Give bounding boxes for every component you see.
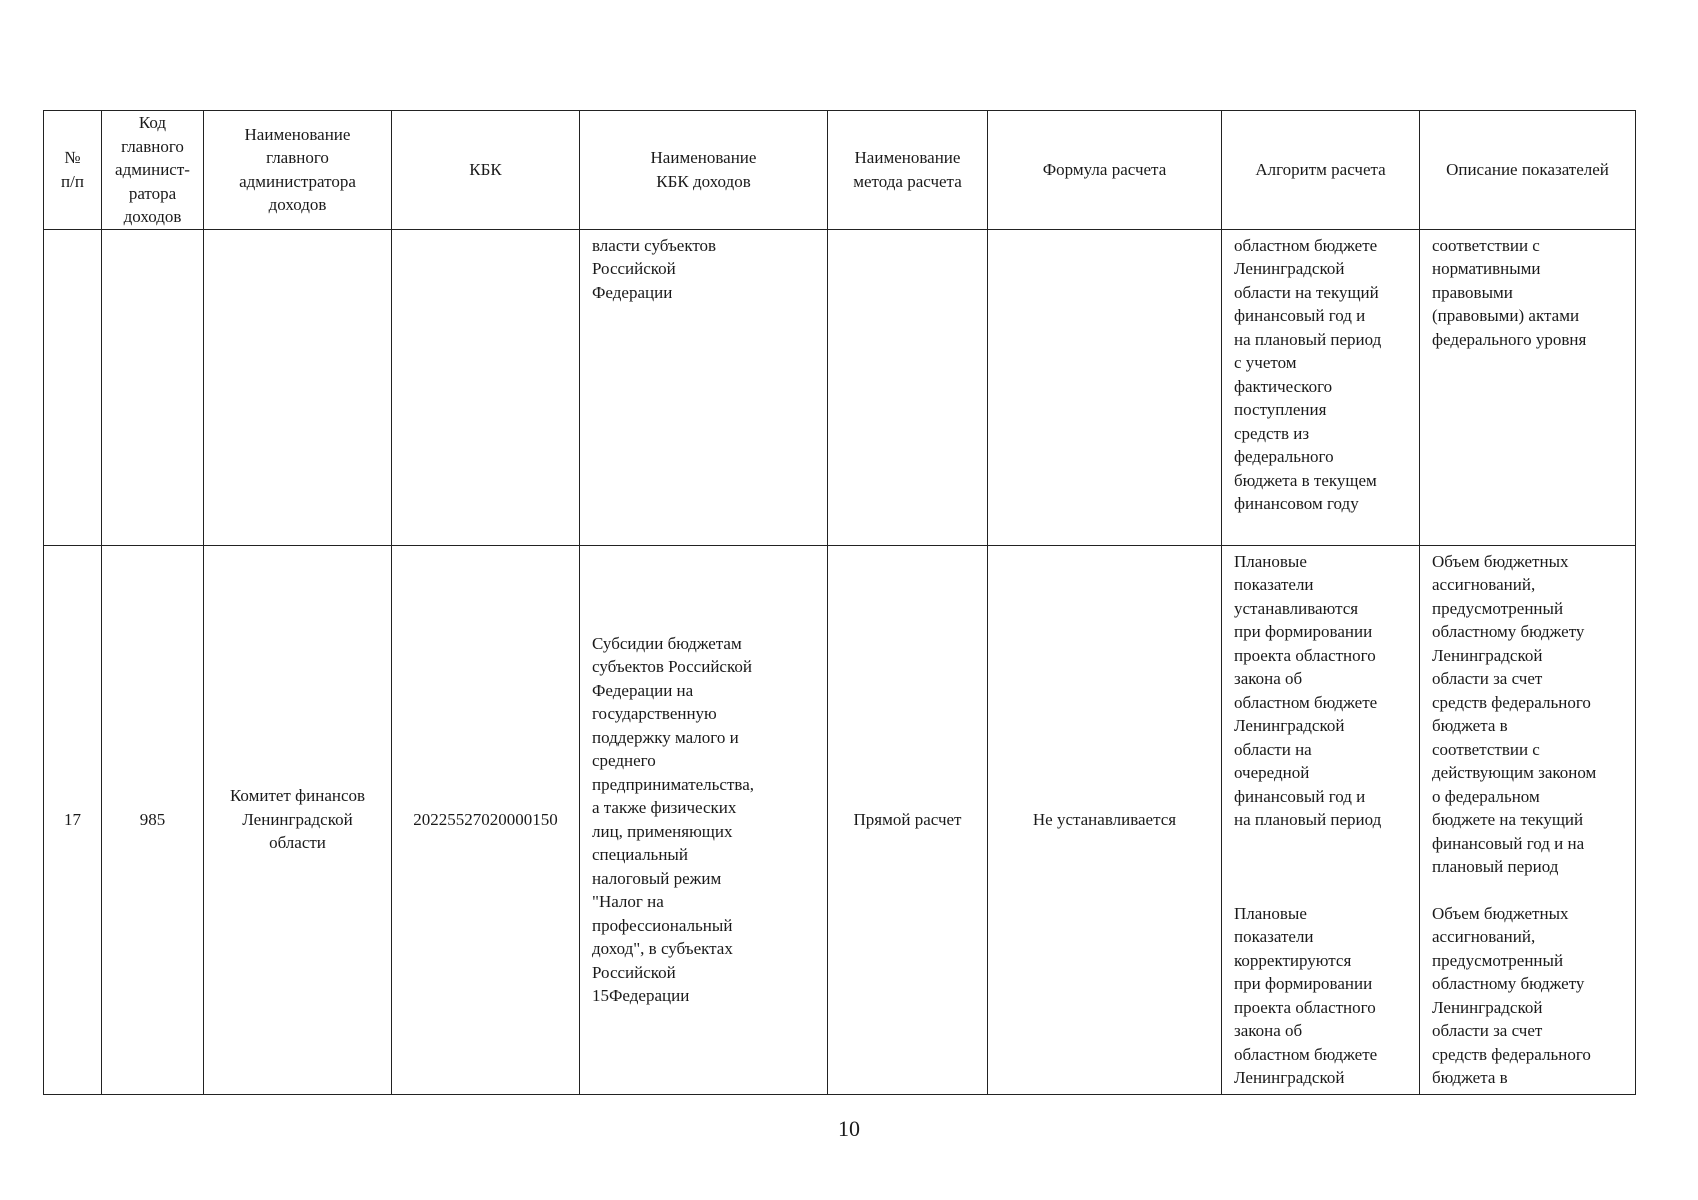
cell-admin-name: Комитет финансов Ленинградской области — [204, 545, 392, 1094]
cell-admin-name — [204, 229, 392, 545]
algorithm-part-2: Плановые показатели корректируются при формировании проекта областного закона об областном бюджете Ленинградской — [1234, 903, 1378, 1087]
cell-admin-code: 985 — [102, 545, 204, 1094]
cell-kbk: 20225527020000150 — [392, 545, 580, 1094]
cell-description — [1420, 545, 1636, 1094]
cell-kbk-name: Субсидии бюджетам субъектов Российской Федерации на государственную поддержку малого и среднего предпринимательства, а также физических лиц, применяющих специальный налоговый режим "Налог на профессиональный доход", в субъектах Российской 15Федерации — [580, 545, 828, 1094]
header-row — [44, 111, 1636, 230]
header-number: № п/п — [44, 111, 102, 230]
table-row-17 — [44, 545, 1636, 1094]
algorithm-part-1: Плановые показатели устанавливаются при формировании проекта областного закона об областном бюджете Ленинградской области на очередной финансовый год и на плановый период — [1234, 551, 1382, 829]
cell-kbk — [392, 229, 580, 545]
page-number: 10 — [838, 1116, 860, 1141]
cell-method — [828, 229, 988, 545]
header-kbk: КБК — [392, 111, 580, 230]
header-admin-code: Код главного админист- ратора доходов — [102, 111, 204, 230]
header-admin-name: Наименование главного администратора доходов — [204, 111, 392, 230]
cell-kbk-name: власти субъектов Российской Федерации — [580, 229, 828, 545]
cell-algorithm: областном бюджете Ленинградской области на текущий финансовый год и на плановый период с учетом фактического поступления средств из федерального бюджета в текущем финансовом году — [1222, 229, 1420, 545]
cell-number: 17 — [44, 545, 102, 1094]
cell-method: Прямой расчет — [828, 545, 988, 1094]
header-algorithm: Алгоритм расчета — [1222, 111, 1420, 230]
header-method: Наименование метода расчета — [828, 111, 988, 230]
cell-admin-code — [102, 229, 204, 545]
header-description: Описание показателей — [1420, 111, 1636, 230]
cell-formula: Не устанавливается — [988, 545, 1222, 1094]
cell-formula — [988, 229, 1222, 545]
header-kbk-name: Наименование КБК доходов — [580, 111, 828, 230]
document-sheet — [43, 110, 1635, 1095]
header-formula: Формула расчета — [988, 111, 1222, 230]
description-part-1: Объем бюджетных ассигнований, предусмотренный областному бюджету Ленинградской области за счет средств федерального бюджета в соответствии с действующим законом о федеральном бюджете на текущий финансовый год и на плановый период — [1432, 551, 1597, 876]
cell-description: соответствии с нормативными правовыми (правовыми) актами федерального уровня — [1420, 229, 1636, 545]
cell-algorithm — [1222, 545, 1420, 1094]
income-forecast-table — [43, 110, 1636, 1095]
cell-number — [44, 229, 102, 545]
description-part-2: Объем бюджетных ассигнований, предусмотренный областному бюджету Ленинградской области за счет средств федерального бюджета в — [1432, 903, 1591, 1087]
table-row-continuation — [44, 229, 1636, 545]
